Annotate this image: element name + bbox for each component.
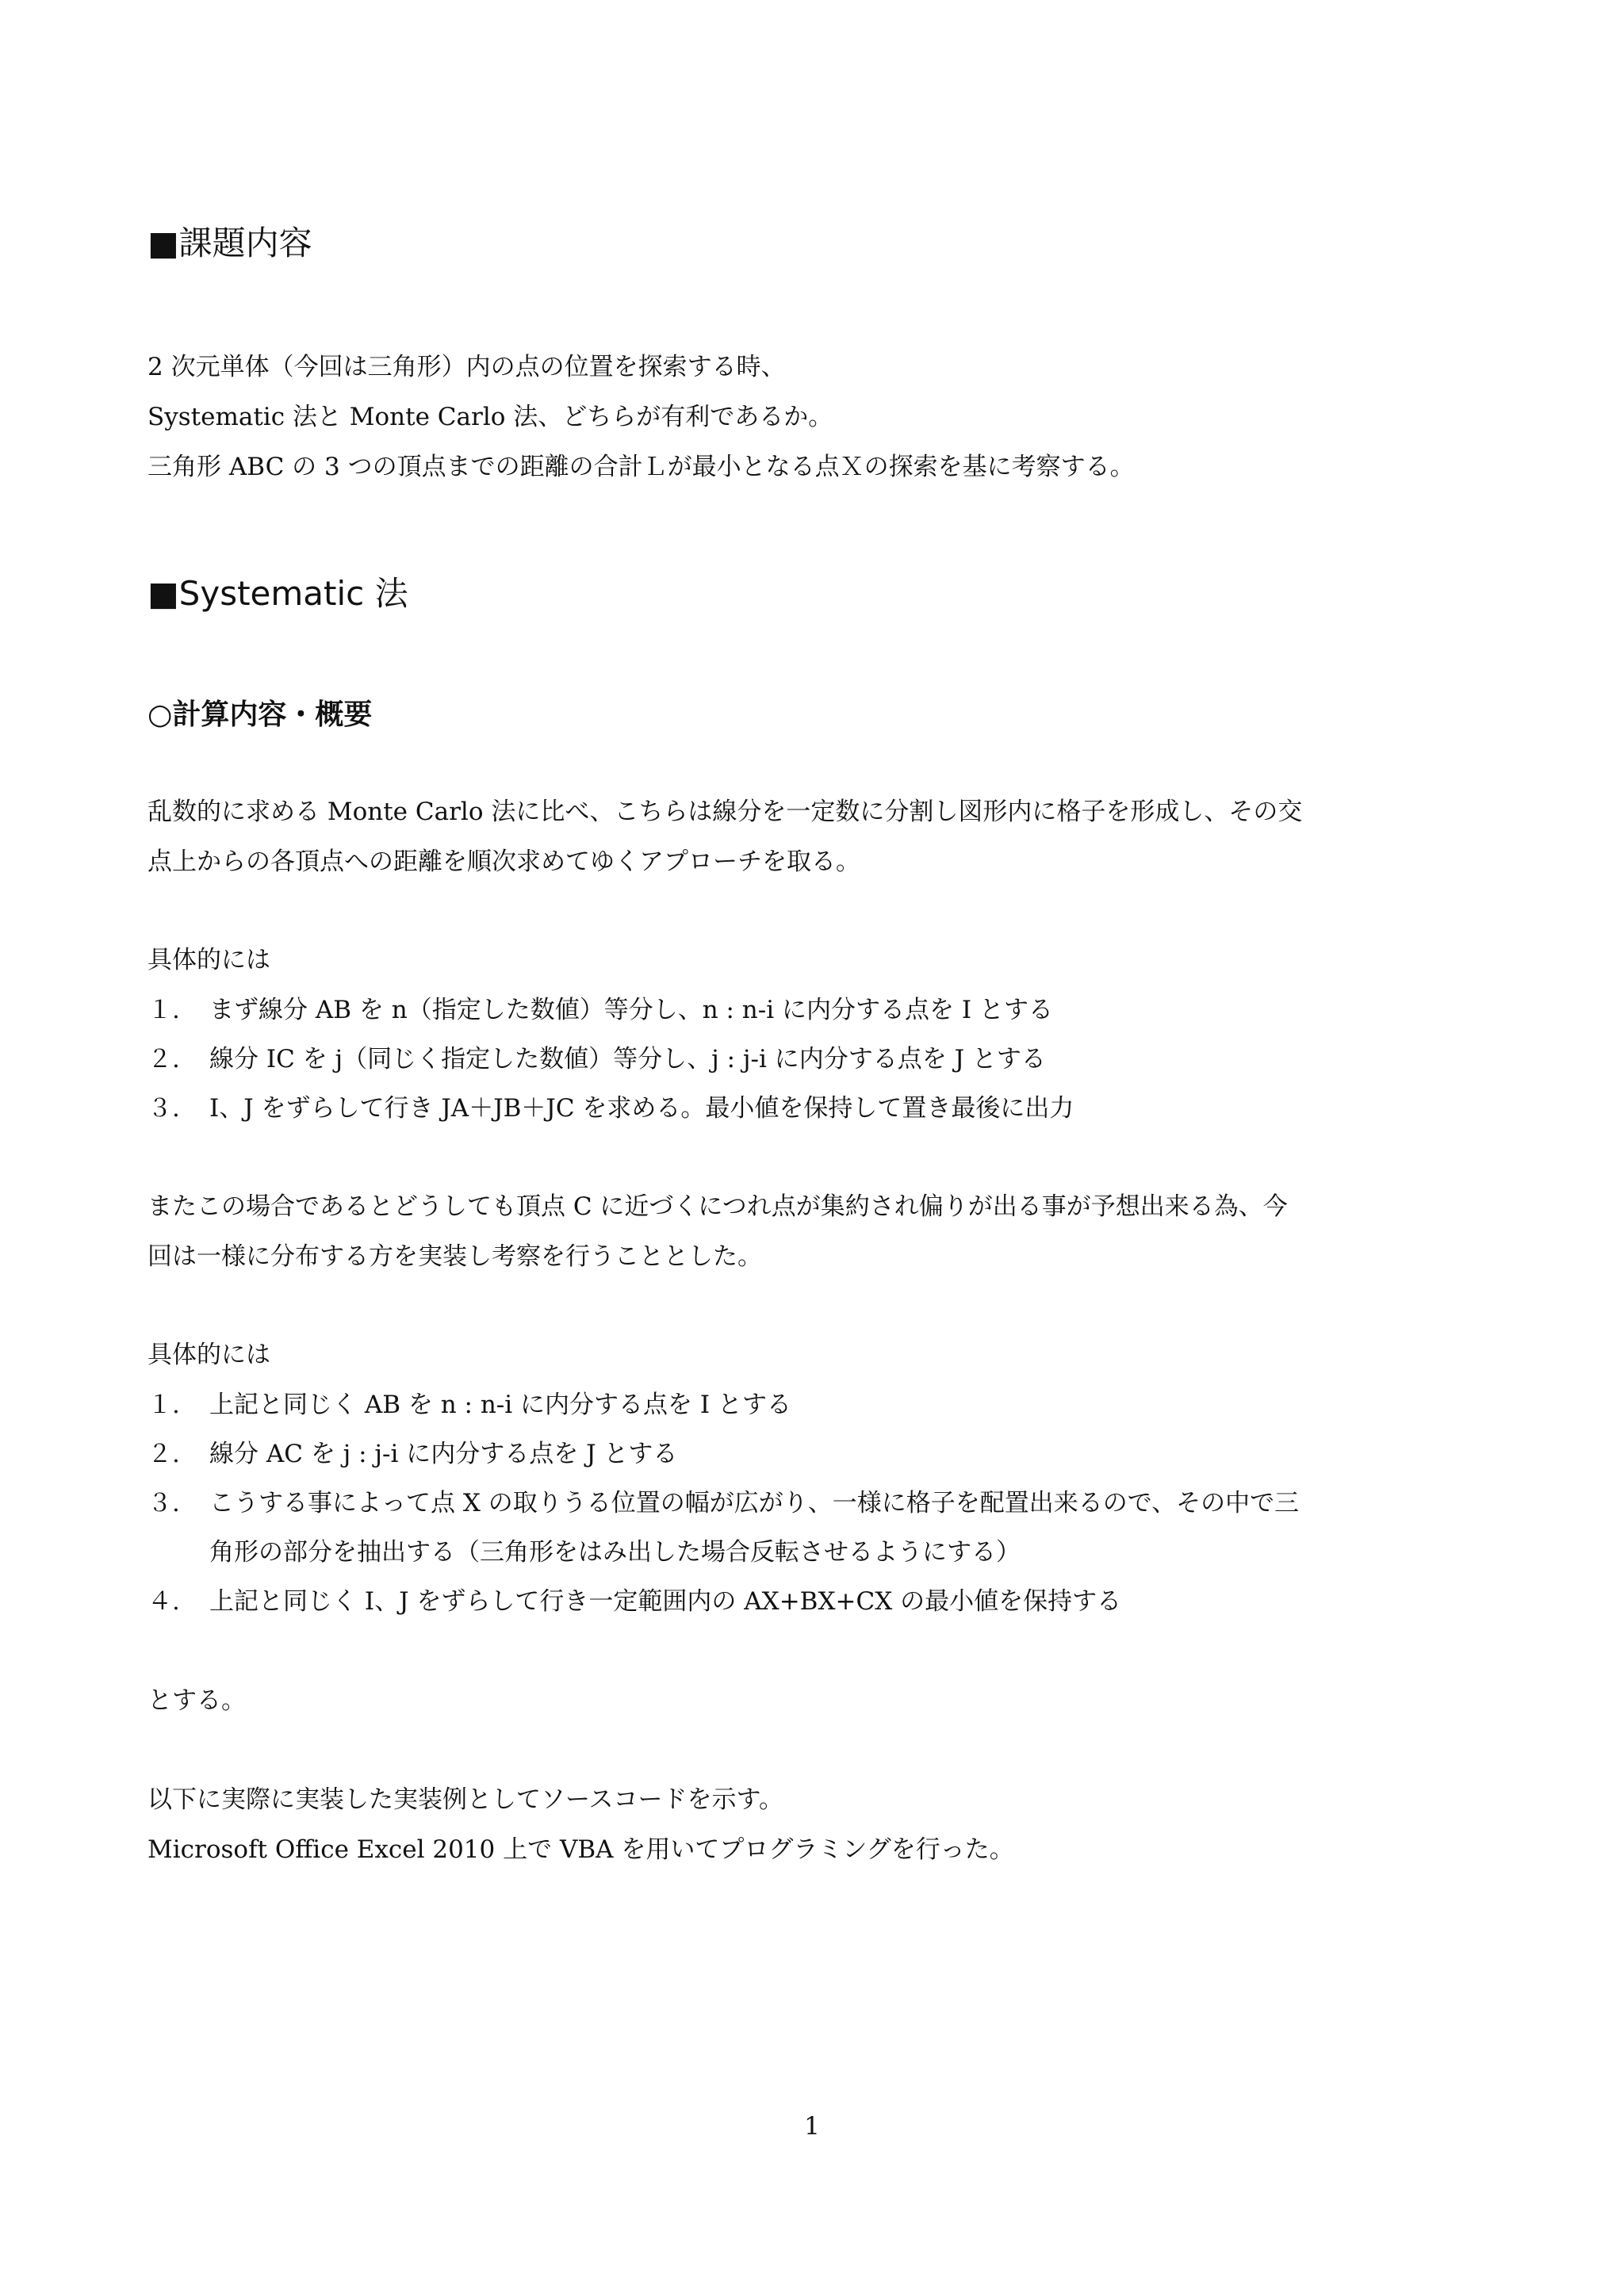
list2-item-3 <box>147 1486 1299 1521</box>
intro-line-2: 点上からの各頂点への距離を順次求めてゆくアプローチを取る。 <box>147 848 860 876</box>
list2-item-3-continuation: 角形の部分を抽出する（三角形をはみ出した場合反転させるようにする） <box>209 1538 1021 1567</box>
para2-line-2: 回は一様に分布する方を実装し考察を行うこととした。 <box>147 1242 762 1271</box>
list-number: ４. <box>147 1587 180 1616</box>
section-heading-task: ■課題内容 <box>147 224 312 262</box>
list2-item-1 <box>147 1387 791 1422</box>
list1-label: 具体的には <box>147 946 270 974</box>
closing-line-2: Microsoft Office Excel 2010 上で VBA を用いてプログラミングを行った。 <box>147 1835 1014 1864</box>
list-text: I、J をずらして行き JA＋JB＋JC を求める。最小値を保持して置き最後に出力 <box>209 1094 1074 1123</box>
list-text: 線分 AC を j : j-i に内分する点を J とする <box>209 1440 678 1468</box>
list-number: ３. <box>147 1489 180 1517</box>
task-line-2: Systematic 法と Monte Carlo 法、どちらが有利であるか。 <box>147 403 833 431</box>
list-text: こうする事によって点 X の取りうる位置の幅が広がり、一様に格子を配置出来るので、その中で三 <box>209 1489 1300 1517</box>
list-number: １. <box>147 996 180 1024</box>
para2-line-1: またこの場合であるとどうしても頂点 C に近づくにつれ点が集約され偏りが出る事が予想出来る為、今 <box>147 1192 1288 1221</box>
list1-item-1 <box>147 993 1053 1027</box>
list-number: ２. <box>147 1440 180 1468</box>
list1-item-2 <box>147 1042 1046 1077</box>
task-line-1: 2 次元単体（今回は三角形）内の点の位置を探索する時、 <box>147 353 786 381</box>
list1-item-3 <box>147 1091 1074 1126</box>
intro-line-1: 乱数的に求める Monte Carlo 法に比べ、こちらは線分を一定数に分割し図形内に格子を形成し、その交 <box>147 798 1303 826</box>
list-number: １. <box>147 1391 180 1419</box>
page-number: 1 <box>804 2112 820 2141</box>
conclusion-line: とする。 <box>147 1686 246 1715</box>
list-text: 線分 IC を j（同じく指定した数値）等分し、j : j-i に内分する点を J とする <box>209 1045 1046 1073</box>
list-number: ２. <box>147 1045 180 1073</box>
list-text: まず線分 AB を n（指定した数値）等分し、n : n-i に内分する点を I とする <box>209 996 1053 1024</box>
list2-item-4 <box>147 1584 1121 1619</box>
list-number: ３. <box>147 1094 180 1123</box>
subheading-overview: ○計算内容・概要 <box>147 698 373 731</box>
list-text: 上記と同じく I、J をずらして行き一定範囲内の AX+BX+CX の最小値を保持する <box>209 1587 1122 1616</box>
list2-item-2 <box>147 1437 677 1471</box>
list-text: 上記と同じく AB を n : n-i に内分する点を I とする <box>209 1391 792 1419</box>
task-line-3: 三角形 ABC の 3 つの頂点までの距離の合計Ｌが最小となる点Ｘの探索を基に考察する。 <box>147 453 1135 481</box>
section-heading-systematic: ■Systematic 法 <box>147 574 408 613</box>
closing-line-1: 以下に実際に実装した実装例としてソースコードを示す。 <box>147 1785 783 1814</box>
list2-label: 具体的には <box>147 1341 270 1369</box>
